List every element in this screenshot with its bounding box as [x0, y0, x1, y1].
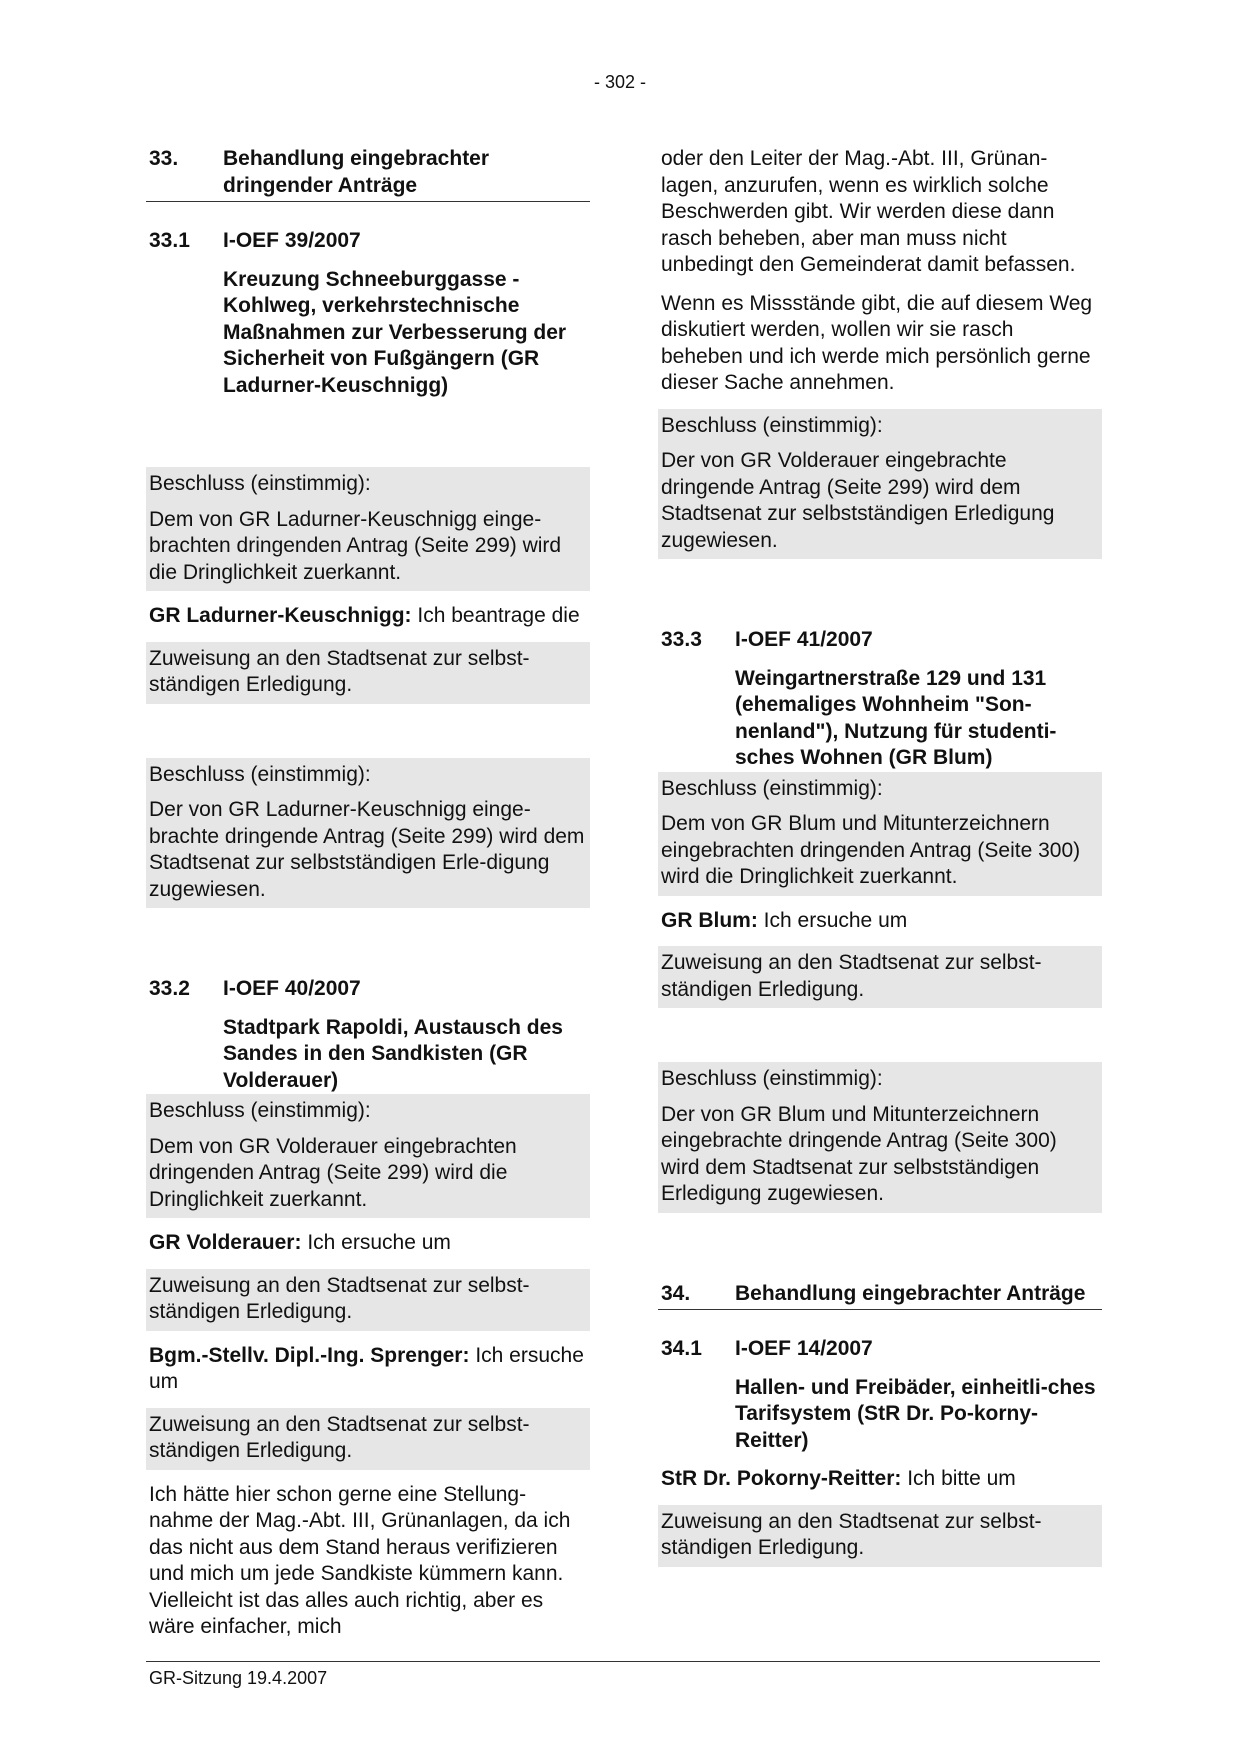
body-paragraph: Wenn es Missstände gibt, die auf diesem Weg diskutiert werden, wollen wir sie rasch beheben und ich werde mich persönlich gerne dieser Sache annehmen. [661, 291, 1093, 394]
resolution-box [146, 467, 590, 591]
assignment-text: Zuweisung an den Stadtsenat zur selbst-ständigen Erledigung. [146, 642, 590, 704]
item-34-1-heading [658, 1336, 1102, 1363]
item-subject: Kreuzung Schneeburggasse - Kohlweg, verkehrstechnische Maßnahmen zur Verbesserung der Sicherheit von Fußgängern (GR Ladurner-Keuschnigg) [223, 267, 567, 397]
speaker-text: Ich bitte um [907, 1467, 1016, 1490]
footer-rule [146, 1661, 1100, 1662]
assignment-box [658, 946, 1102, 1008]
speaker-paragraph [146, 1230, 590, 1257]
item-number: 33.3 [661, 628, 702, 651]
resolution-label: Beschluss (einstimmig): [146, 758, 590, 794]
assignment-box [146, 1408, 590, 1470]
speaker-text: Ich ersuche um [149, 1343, 584, 1393]
resolution-box [146, 1094, 590, 1218]
speaker-text: Ich ersuche um [763, 908, 908, 932]
left-column [146, 146, 590, 1653]
speaker-name: GR Volderauer: [149, 1231, 302, 1254]
resolution-label: Beschluss (einstimmig): [146, 1094, 590, 1130]
speaker-paragraph [658, 908, 1102, 935]
item-33-1-heading [146, 228, 590, 255]
speaker-text: Ich beantrage die [417, 604, 580, 627]
assignment-text: Zuweisung an den Stadtsenat zur selbst-ständigen Erledigung. [146, 1269, 590, 1331]
section-34-heading [658, 1281, 1102, 1311]
resolution-label: Beschluss (einstimmig): [658, 1062, 1102, 1098]
section-title: Behandlung eingebrachter Anträge [735, 1281, 1086, 1305]
resolution-box [146, 758, 590, 909]
item-reference: I-OEF 41/2007 [735, 628, 873, 651]
resolution-label: Beschluss (einstimmig): [658, 772, 1102, 808]
item-33-3-heading [658, 627, 1102, 654]
resolution-box [658, 409, 1102, 560]
section-number: 34. [661, 1281, 691, 1305]
speaker-name: GR Ladurner-Keuschnigg: [149, 604, 412, 627]
assignment-text: Zuweisung an den Stadtsenat zur selbst-ständigen Erledigung. [658, 946, 1102, 1008]
assignment-box [658, 1505, 1102, 1567]
item-number: 34.1 [661, 1337, 702, 1360]
speaker-paragraph [146, 603, 590, 630]
item-reference: I-OEF 14/2007 [735, 1337, 873, 1360]
resolution-box [658, 772, 1102, 896]
resolution-text: Dem von GR Volderauer eingebrachten dringenden Antrag (Seite 299) wird die Dringlichkeit zuerkannt. [146, 1130, 590, 1219]
speaker-paragraph [146, 1343, 590, 1396]
section-number: 33. [149, 147, 179, 170]
section-33-heading [146, 146, 590, 202]
speaker-name: GR Blum: [661, 908, 758, 932]
item-number: 33.2 [149, 977, 190, 1000]
assignment-box [146, 1269, 590, 1331]
body-paragraph: oder den Leiter der Mag.-Abt. III, Grünan-lagen, anzurufen, wenn es wirklich solche Beschwerden gibt. Wir werden diese dann rasch beheben, aber man muss nicht unbedingt den Gemeinderat damit befassen. [661, 147, 1076, 276]
resolution-text: Der von GR Ladurner-Keuschnigg einge-brachte dringende Antrag (Seite 299) wird dem Stadtsenat zur selbstständigen Erle-digung zugewiesen. [146, 793, 590, 908]
speaker-paragraph [658, 1466, 1102, 1493]
resolution-label: Beschluss (einstimmig): [146, 467, 590, 503]
speaker-text: Ich ersuche um [307, 1231, 451, 1254]
item-number: 33.1 [149, 229, 190, 252]
resolution-text: Dem von GR Ladurner-Keuschnigg einge-brachten dringenden Antrag (Seite 299) wird die Dringlichkeit zuerkannt. [146, 503, 590, 592]
item-subject: Stadtpark Rapoldi, Austausch des Sandes in den Sandkisten (GR Volderauer) [223, 1015, 563, 1092]
resolution-box [658, 1062, 1102, 1213]
item-subject: Hallen- und Freibäder, einheitli-ches Tarifsystem (StR Dr. Po-korny-Reitter) [735, 1375, 1096, 1452]
item-reference: I-OEF 40/2007 [223, 977, 361, 1000]
resolution-text: Der von GR Volderauer eingebrachte dringende Antrag (Seite 299) wird dem Stadtsenat zur selbstständigen Erledigung zugewiesen. [658, 444, 1102, 559]
resolution-text: Dem von GR Blum und Mitunterzeichnern eingebrachten dringenden Antrag (Seite 300) wird die Dringlichkeit zuerkannt. [658, 807, 1102, 896]
resolution-label: Beschluss (einstimmig): [658, 409, 1102, 445]
page-number: - 302 - [593, 72, 647, 92]
assignment-text: Zuweisung an den Stadtsenat zur selbst-ständigen Erledigung. [658, 1505, 1102, 1567]
footer-text: GR-Sitzung 19.4.2007 [149, 1668, 328, 1688]
resolution-text: Der von GR Blum und Mitunterzeichnern eingebrachte dringende Antrag (Seite 300) wird dem Stadtsenat zur selbstständigen Erledigung zugewiesen. [658, 1098, 1102, 1213]
item-reference: I-OEF 39/2007 [223, 229, 361, 252]
assignment-box [146, 642, 590, 704]
speaker-name: StR Dr. Pokorny-Reitter: [661, 1467, 902, 1490]
right-column [658, 146, 1102, 1579]
body-paragraph: Ich hätte hier schon gerne eine Stellung-nahme der Mag.-Abt. III, Grünanlagen, da ich das nicht aus dem Stand heraus verifizieren und mich um jede Sandkiste kümmern kann. Vielleicht ist das alles auch richtig, aber es wäre einfacher, mich [149, 1482, 571, 1638]
section-title: Behandlung eingebrachter dringender Anträge [223, 147, 490, 197]
item-subject: Weingartnerstraße 129 und 131 (ehemaliges Wohnheim "Son-nenland"), Nutzung für studenti-sches Wohnen (GR Blum) [735, 666, 1057, 769]
assignment-text: Zuweisung an den Stadtsenat zur selbst-ständigen Erledigung. [146, 1408, 590, 1470]
item-33-2-heading [146, 976, 590, 1003]
speaker-name: Bgm.-Stellv. Dipl.-Ing. Sprenger: [149, 1343, 470, 1367]
